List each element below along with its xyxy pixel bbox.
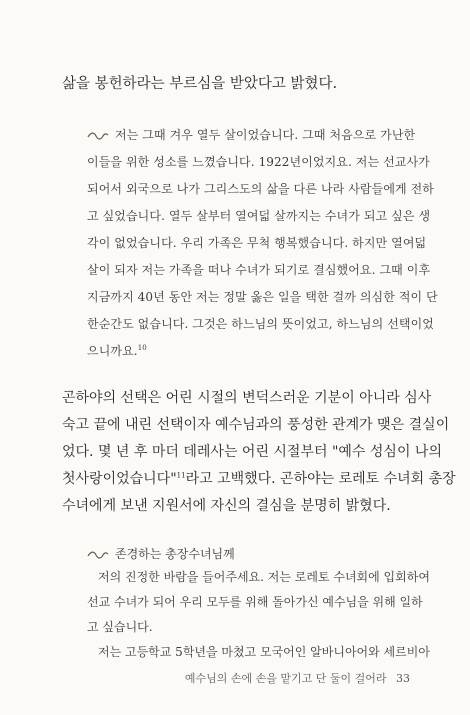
quote1-line-1: 저는 그때 겨우 열두 살이었습니다. 그때 처음으로 가난한 <box>87 126 415 143</box>
footnote-marker: 11 <box>176 471 186 480</box>
letter-line-3: 고 싶습니다. <box>87 620 153 634</box>
quote1-line-9: 으니까요.$^{10}$ <box>87 344 147 358</box>
quote1-line-2: 이들을 위한 성소를 느꼈습니다. 1922년이었지요. 저는 선교사가 <box>87 155 430 169</box>
quote1-line-5: 각이 없었습니다. 우리 가족은 무척 행복했습니다. 하지만 열여덟 <box>87 236 427 250</box>
quote1-line-4: 고 싶었습니다. 열두 살부터 열여덟 살까지는 수녀가 되고 싶은 생 <box>87 209 431 223</box>
letter-salutation: 존경하는 총장수녀님께 <box>87 545 235 562</box>
swash-ornament-icon <box>87 131 109 141</box>
swash-ornament-icon <box>87 550 109 560</box>
running-title: 예수님의 손에 손을 맡기고 단 둘이 걸어라 <box>184 672 387 685</box>
main-line-5: 수녀에게 보낸 지원서에 자신의 결심을 분명히 밝혔다. <box>62 498 391 514</box>
main-line-2: 숙고 끝에 내린 선택이자 예수님과의 풍성한 관계가 맺은 결실이 <box>62 417 450 433</box>
footnote-marker: 10 <box>137 344 147 352</box>
letter-line-4: 저는 고등학교 5학년을 마쳤고 모국어인 알바니아어와 세르비아 <box>98 645 430 659</box>
page-footer <box>185 670 410 686</box>
page-number: 33 <box>396 672 410 685</box>
quote1-line-3: 되어서 외국으로 나가 그리스도의 삶을 다른 나라 사람들에게 전하 <box>87 182 435 196</box>
main-line-1: 곤하야의 선택은 어린 시절의 변덕스러운 기분이 아니라 심사 <box>62 390 432 406</box>
intro-line: 삶을 봉헌하라는 부르심을 받았다고 밝혔다. <box>62 76 338 92</box>
main-line-4: 첫사랑이었습니다"$^{11}$라고 고백했다. 곤하야는 로레토 수녀회 총장 <box>62 471 456 487</box>
letter-line-2: 선교 수녀가 되어 우리 모두를 위해 돌아가신 예수님을 위해 일하 <box>87 595 423 609</box>
quote1-line-6: 살이 되자 저는 가족을 떠나 수녀가 되기로 결심했어요. 그때 이후 <box>87 263 431 277</box>
quote1-line-7: 지금까지 40년 동안 저는 정말 옳은 일을 택한 걸까 의심한 적이 단 <box>87 290 438 304</box>
main-line-3: 었다. 몇 년 후 마더 데레사는 어린 시절부터 "예수 성심이 나의 <box>62 444 442 460</box>
quote1-line-8: 한순간도 없습니다. 그것은 하느님의 뜻이었고, 하느님의 선택이었 <box>87 317 435 331</box>
letter-line-1: 저의 진정한 바람을 들어주세요. 저는 로레토 수녀회에 입회하여 <box>98 570 430 584</box>
